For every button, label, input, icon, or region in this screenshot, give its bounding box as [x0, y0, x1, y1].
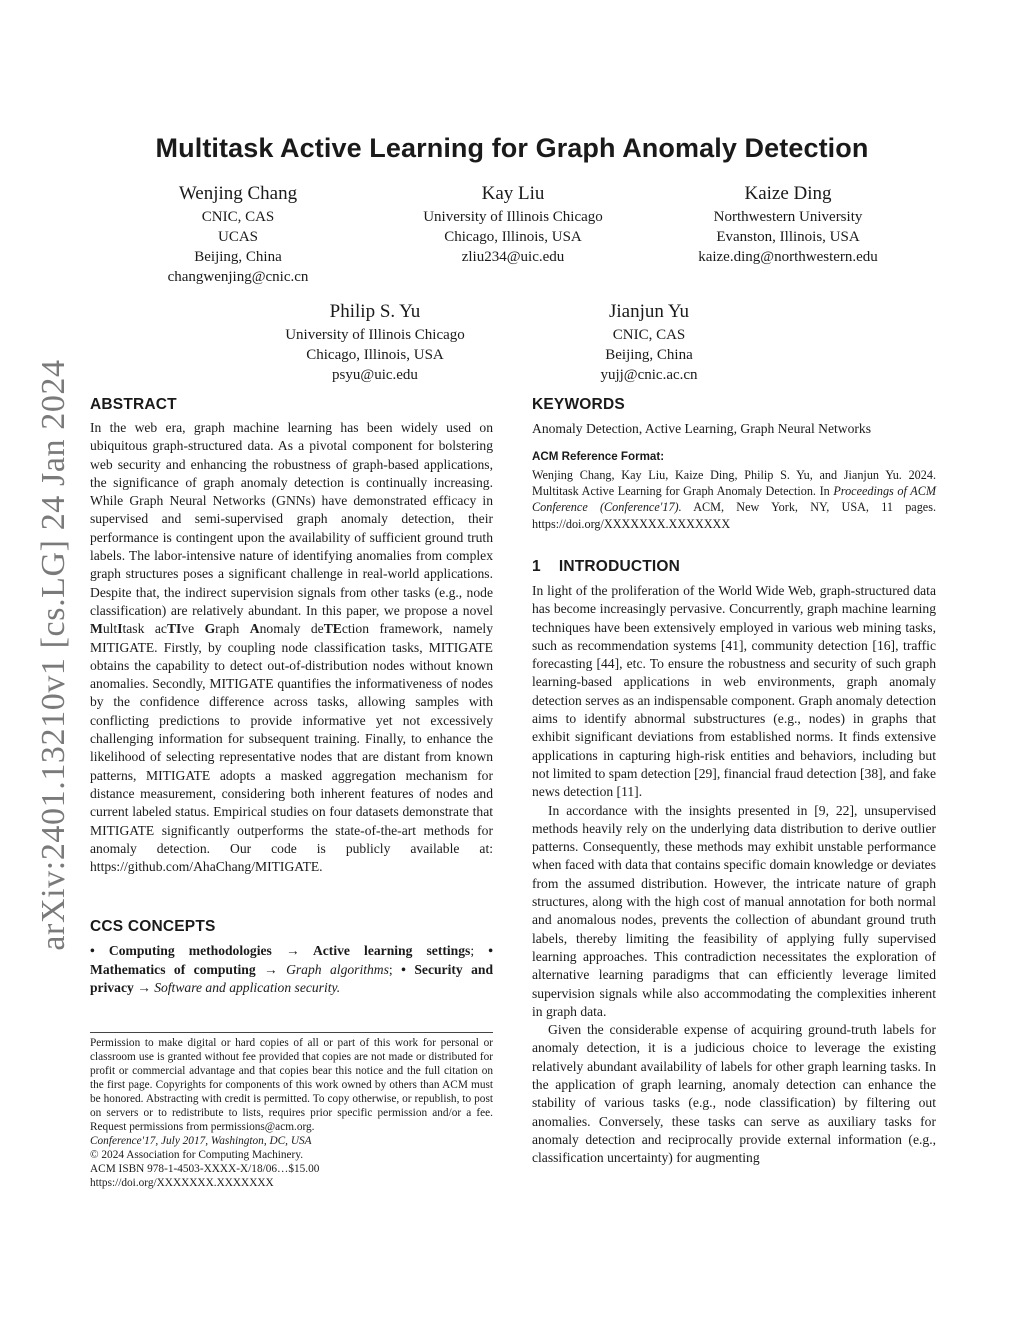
keywords-heading: KEYWORDS — [532, 396, 625, 413]
ccs-heading: CCS CONCEPTS — [90, 918, 216, 935]
author-email: changwenjing@cnic.cn — [167, 269, 309, 285]
keywords-text: Anomaly Detection, Active Learning, Graph Neural Networks — [532, 421, 871, 436]
ccs-subconcept: Graph algorithms — [286, 961, 389, 977]
name-part: ve — [181, 621, 205, 637]
author-location: Beijing, China — [194, 249, 282, 265]
author-name: Wenjing Chang — [178, 183, 298, 204]
intro-paragraph: In light of the proliferation of the World Wide Web, graph-structured data has become increasingly pervasive. Concurrently, graph machine learning techniques have been extensively employed in various web mining tasks, such as recommendation systems [41], community detection [16], traffic forecasting [44], etc. To ensure the robustness and security of such graph learning-based applications in web environments, graph anomaly detection serves as an indispensable component. Graph anomaly detection aims to identify abnormal substructures (e.g., nodes) in graphs that exhibit significant deviations from established norms. It finds extensive applications in capturing high-risk entities and behaviors, including but not limited to spam detection [29], financial fraud detection [38], and fake news detection [11]. — [532, 583, 936, 800]
author-affiliation: University of Illinois Chicago — [285, 327, 465, 343]
author-location: Evanston, Illinois, USA — [716, 229, 860, 245]
ccs-separator: ; — [470, 943, 489, 958]
author-5 — [559, 300, 739, 385]
footnote — [90, 1036, 493, 1190]
acm-reference-text: Wenjing Chang, Kay Liu, Kaize Ding, Philip S. Yu, and Jianjun Yu. 2024. Multitask Active Learning for Graph Anomaly Detection. In Proceedings of ACM Conference (Conference'17). ACM, New York, NY, USA, 11 pages. https://doi.org/XXXXXXX.XXXXXXX — [532, 468, 937, 531]
name-initial: M — [90, 621, 103, 637]
intro-paragraph: In accordance with the insights presented in [9, 22], unsupervised methods heavily rely on the underlying data distribution to derive outlier patterns. Consequently, these methods may exhibit unstable performance when faced with data that contains specific domain knowledge or deviates from the assumed distribution. However, the intricate nature of graph structures, along with the high cost of manual annotation for both normal and anomalous nodes, prevents the collection of abundant ground truth labels, thereby limiting the feasibility of applying fully supervised learning approaches. This contradiction necessitates the exploration of alternative learning paradigms that can efficiently leverage limited supervision signals while also accommodating the complexities inherent in graph data. — [532, 802, 936, 1019]
ccs-subconcept: Active learning settings — [312, 943, 471, 958]
author-3 — [672, 182, 904, 267]
author-email: yujj@cnic.ac.cn — [600, 367, 698, 383]
acm-reference-heading: ACM Reference Format: — [532, 450, 665, 463]
doi-link[interactable]: https://doi.org/XXXXXXX.XXXXXXX — [90, 1177, 274, 1189]
ccs-arrow: → — [133, 980, 155, 996]
author-name: Jianjun Yu — [608, 301, 690, 322]
footnote-rule — [90, 1032, 493, 1033]
ccs-subconcept: Software and application security. — [154, 980, 341, 996]
name-part: raph — [215, 621, 250, 637]
name-initial: I — [117, 621, 123, 637]
author-affiliation: Northwestern University — [713, 209, 863, 225]
ccs-arrow: → — [255, 961, 287, 977]
author-location: Beijing, China — [605, 347, 693, 363]
author-4 — [260, 300, 490, 385]
paper-title: Multitask Active Learning for Graph Anomaly Detection — [155, 133, 869, 163]
introduction-text — [532, 582, 936, 1168]
abstract-text — [90, 419, 493, 876]
name-part: nomaly de — [259, 621, 324, 637]
arxiv-identifier: arXiv:2401.13210v1 [cs.LG] 24 Jan 2024 — [35, 359, 72, 951]
author-affiliation: UCAS — [217, 229, 258, 245]
permission-notice: Permission to make digital or hard copies of all or part of this work for personal or classroom use is granted without fee provided that copies are not made or distributed for profit or commercial advantage and that copies bear this notice and the full citation on the first page. Copyrights for components of this work owned by others than ACM must be honored. Abstracting with credit is permitted. To copy otherwise, or republish, to post on servers or to redistribute to lists, requires prior specific permission and/or a fee. Request permissions from permissions@acm.org. — [90, 1037, 493, 1133]
name-part: task ac — [122, 621, 167, 637]
author-affiliation: University of Illinois Chicago — [423, 209, 603, 225]
author-email: psyu@uic.edu — [332, 367, 418, 383]
name-part: ult — [102, 621, 118, 637]
ccs-separator: ; — [388, 961, 402, 977]
ccs-concept: Mathematics of computing — [90, 961, 256, 977]
name-initial: G — [204, 621, 216, 637]
author-email: zliu234@uic.edu — [461, 249, 565, 265]
author-1 — [138, 182, 338, 287]
introduction-heading: 1 INTRODUCTION — [532, 558, 681, 575]
ccs-bullet: • — [401, 961, 406, 977]
ccs-bullet: • — [90, 943, 95, 958]
copyright-notice: © 2024 Association for Computing Machinery. — [90, 1149, 304, 1161]
author-2 — [393, 182, 633, 267]
name-part: ction — [341, 621, 370, 637]
author-affiliation: CNIC, CAS — [612, 327, 686, 343]
author-name: Kay Liu — [481, 183, 545, 204]
author-location: Chicago, Illinois, USA — [444, 229, 582, 245]
arxiv-sidebar — [34, 360, 74, 950]
abstract-heading: ABSTRACT — [90, 396, 177, 413]
author-name: Kaize Ding — [744, 183, 832, 204]
ccs-arrow: → — [271, 943, 313, 958]
name-initial: TE — [323, 621, 342, 637]
author-location: Chicago, Illinois, USA — [306, 347, 444, 363]
abstract-part: framework, namely MITIGATE. Firstly, by coupling node classification tasks, MITIGATE obtains the capability to detect out-of-distribution nodes without known anomalies. Secondly, MITIGATE quantifies the informativeness of nodes by the confidence difference across tasks, allowing samples with conflicting predictions to provide informative yet not excessively challenging information for subsequent training. Finally, to enhance the likelihood of selecting representative nodes that are distant from known patterns, MITIGATE adopts a masked aggregation mechanism for distance measurement, considering both inherent features of nodes and current labeled status. Empirical studies on four datasets demonstrate that MITIGATE significantly outperforms the state-of-the-art methods for anomaly detection. Our code is publicly available at: https://github.com/AhaChang/MITIGATE. — [90, 621, 493, 875]
abstract-part: In the web era, graph machine learning has been widely used on ubiquitous graph-structured data. As a pivotal component for bolstering web security and enhancing the robustness of graph-based applications, the significance of graph anomaly detection is continually increasing. While Graph Neural Networks (GNNs) have demonstrated efficacy in supervised and semi-supervised graph anomaly detection, their performance is contingent upon the availability of sufficient ground truth labels. The labor-intensive nature of identifying anomalies from complex graph structures poses a significant challenge in real-world applications. Despite that, the indirect supervision signals from other tasks (e.g., node classification) are relatively abundant. In this paper, we propose a novel — [90, 420, 493, 618]
intro-paragraph: Given the considerable expense of acquiring ground-truth labels for anomaly detection, it is a judicious choice to leverage the existing relatively abundant availability of labels for other graph learning tasks. In the application of graph learning, anomaly detection can enhance the stability of various tasks (e.g., node classification) by filtering out anomalies. Conversely, these tasks can serve as auxiliary tasks for anomaly detection and reciprocally provide external information (e.g., classification uncertainty) for augmenting — [532, 1022, 936, 1166]
ccs-bullet: • — [488, 943, 494, 958]
name-initial: TI — [166, 621, 182, 637]
ccs-concept: Security and privacy — [90, 961, 494, 996]
author-email: kaize.ding@northwestern.edu — [698, 249, 878, 265]
ccs-concept: Computing methodologies — [108, 943, 272, 958]
author-name: Philip S. Yu — [329, 301, 421, 322]
ccs-concepts — [90, 942, 493, 998]
author-affiliation: CNIC, CAS — [201, 209, 275, 225]
name-initial: A — [249, 621, 260, 637]
framework-name — [90, 621, 369, 636]
conference-info: Conference'17, July 2017, Washington, DC, USA — [90, 1135, 312, 1147]
isbn: ACM ISBN 978-1-4503-XXXX-X/18/06…$15.00 — [90, 1163, 320, 1175]
